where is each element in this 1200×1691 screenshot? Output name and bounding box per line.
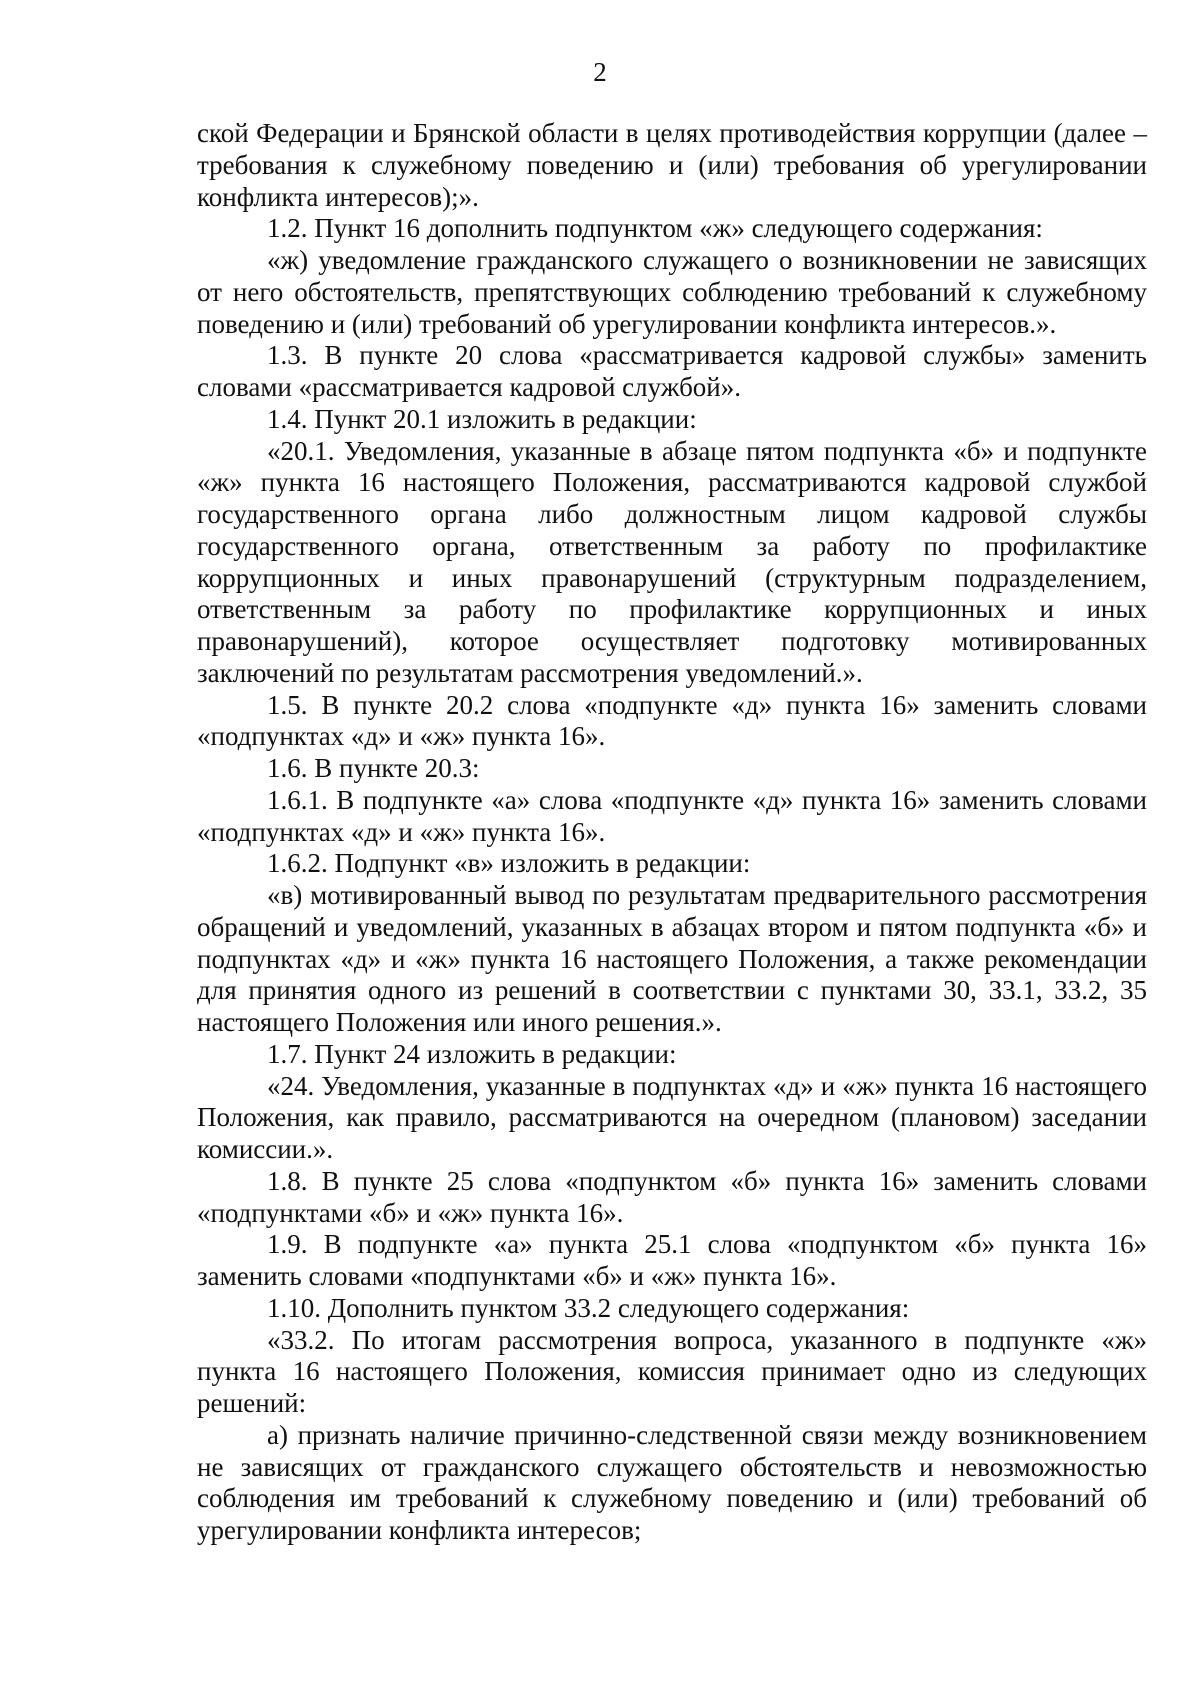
paragraph-1-3: 1.3. В пункте 20 слова «рассматривается кадровой службы» заменить словами «рассматривается кадровой службой». [197,340,1147,402]
paragraph-1-7: 1.7. Пункт 24 изложить в редакции: [267,1038,677,1069]
page-number: 2 [593,57,607,87]
paragraph-1-6-1: 1.6.1. В подпункте «а» слова «подпункте «д» пункта 16» заменить словами «подпунктах «д» и «ж» пункта 16». [197,784,1147,847]
paragraph-20-1: «20.1. Уведомления, указанные в абзаце пятом подпункта «б» и подпункте «ж» пункта 16 настоящего Положения, рассматриваются кадровой службой государственного органа либо должностным лицом кадровой службы государственного органа, ответственным за работу по профилактике коррупционных и иных правонарушений (структурным подразделением, ответственным за работу по профилактике коррупционных и иных правонарушений), которое осуществляет подготовку мотивированных заключений по результатам рассмотрения уведомлений.». [197,435,1147,688]
paragraph-1-10: 1.10. Дополнить пунктом 33.2 следующего содержания: [267,1292,910,1323]
paragraph-1-5: 1.5. В пункте 20.2 слова «подпункте «д» пункта 16» заменить словами «подпунктах «д» и «ж» пункта 16». [197,689,1147,752]
document-body [197,118,1147,1547]
paragraph-continuation: ской Федерации и Брянской области в целях противодействия коррупции (далее – требования к служебному поведению и (или) требования об урегулировании конфликта интересов);». [197,118,1147,212]
paragraph-zh-notice: «ж) уведомление гражданского служащего о возникновении не зависящих от него обстоятельств, препятствующих соблюдению требований к служебному поведению и (или) требований об урегулировании конфликта интересов.». [197,245,1147,339]
paragraph-33-2: «33.2. По итогам рассмотрения вопроса, указанного в подпункте «ж» пункта 16 настоящего Положения, комиссия принимает одно из следующих решений: [197,1324,1147,1418]
paragraph-1-8: 1.8. В пункте 25 слова «подпунктом «б» пункта 16» заменить словами «подпунктами «б» и «ж» пункта 16». [197,1165,1147,1228]
paragraph-v-conclusion: «в) мотивированный вывод по результатам предварительного рассмотрения обращений и уведомлений, указанных в абзацах втором и пятом подпункта «б» и подпунктах «д» и «ж» пункта 16 настоящего Положения, а также рекомендации для принятия одного из решений в соответствии с пунктами 30, 33.1, 33.2, 35 настоящего Положения или иного решения.». [197,880,1147,1037]
paragraph-1-6: 1.6. В пункте 20.3: [267,753,480,783]
paragraph-a-decision: а) признать наличие причинно-следственной связи между возникновением не зависящих от гражданского служащего обстоятельств и невозможностью соблюдения им требований к служебному поведению и (или) требований об урегулировании конфликта интересов; [197,1419,1147,1545]
paragraph-24: «24. Уведомления, указанные в подпунктах «д» и «ж» пункта 16 настоящего Положения, как правило, рассматриваются на очередном (плановом) заседании комиссии.». [197,1070,1147,1164]
paragraph-1-4: 1.4. Пункт 20.1 изложить в редакции: [267,403,697,434]
paragraph-1-2: 1.2. Пункт 16 дополнить подпунктом «ж» следующего содержания: [267,213,1043,244]
paragraph-1-9: 1.9. В подпункте «а» пункта 25.1 слова «подпунктом «б» пункта 16» заменить словами «подпунктами «б» и «ж» пункта 16». [197,1229,1147,1291]
paragraph-1-6-2: 1.6.2. Подпункт «в» изложить в редакции: [267,848,751,879]
